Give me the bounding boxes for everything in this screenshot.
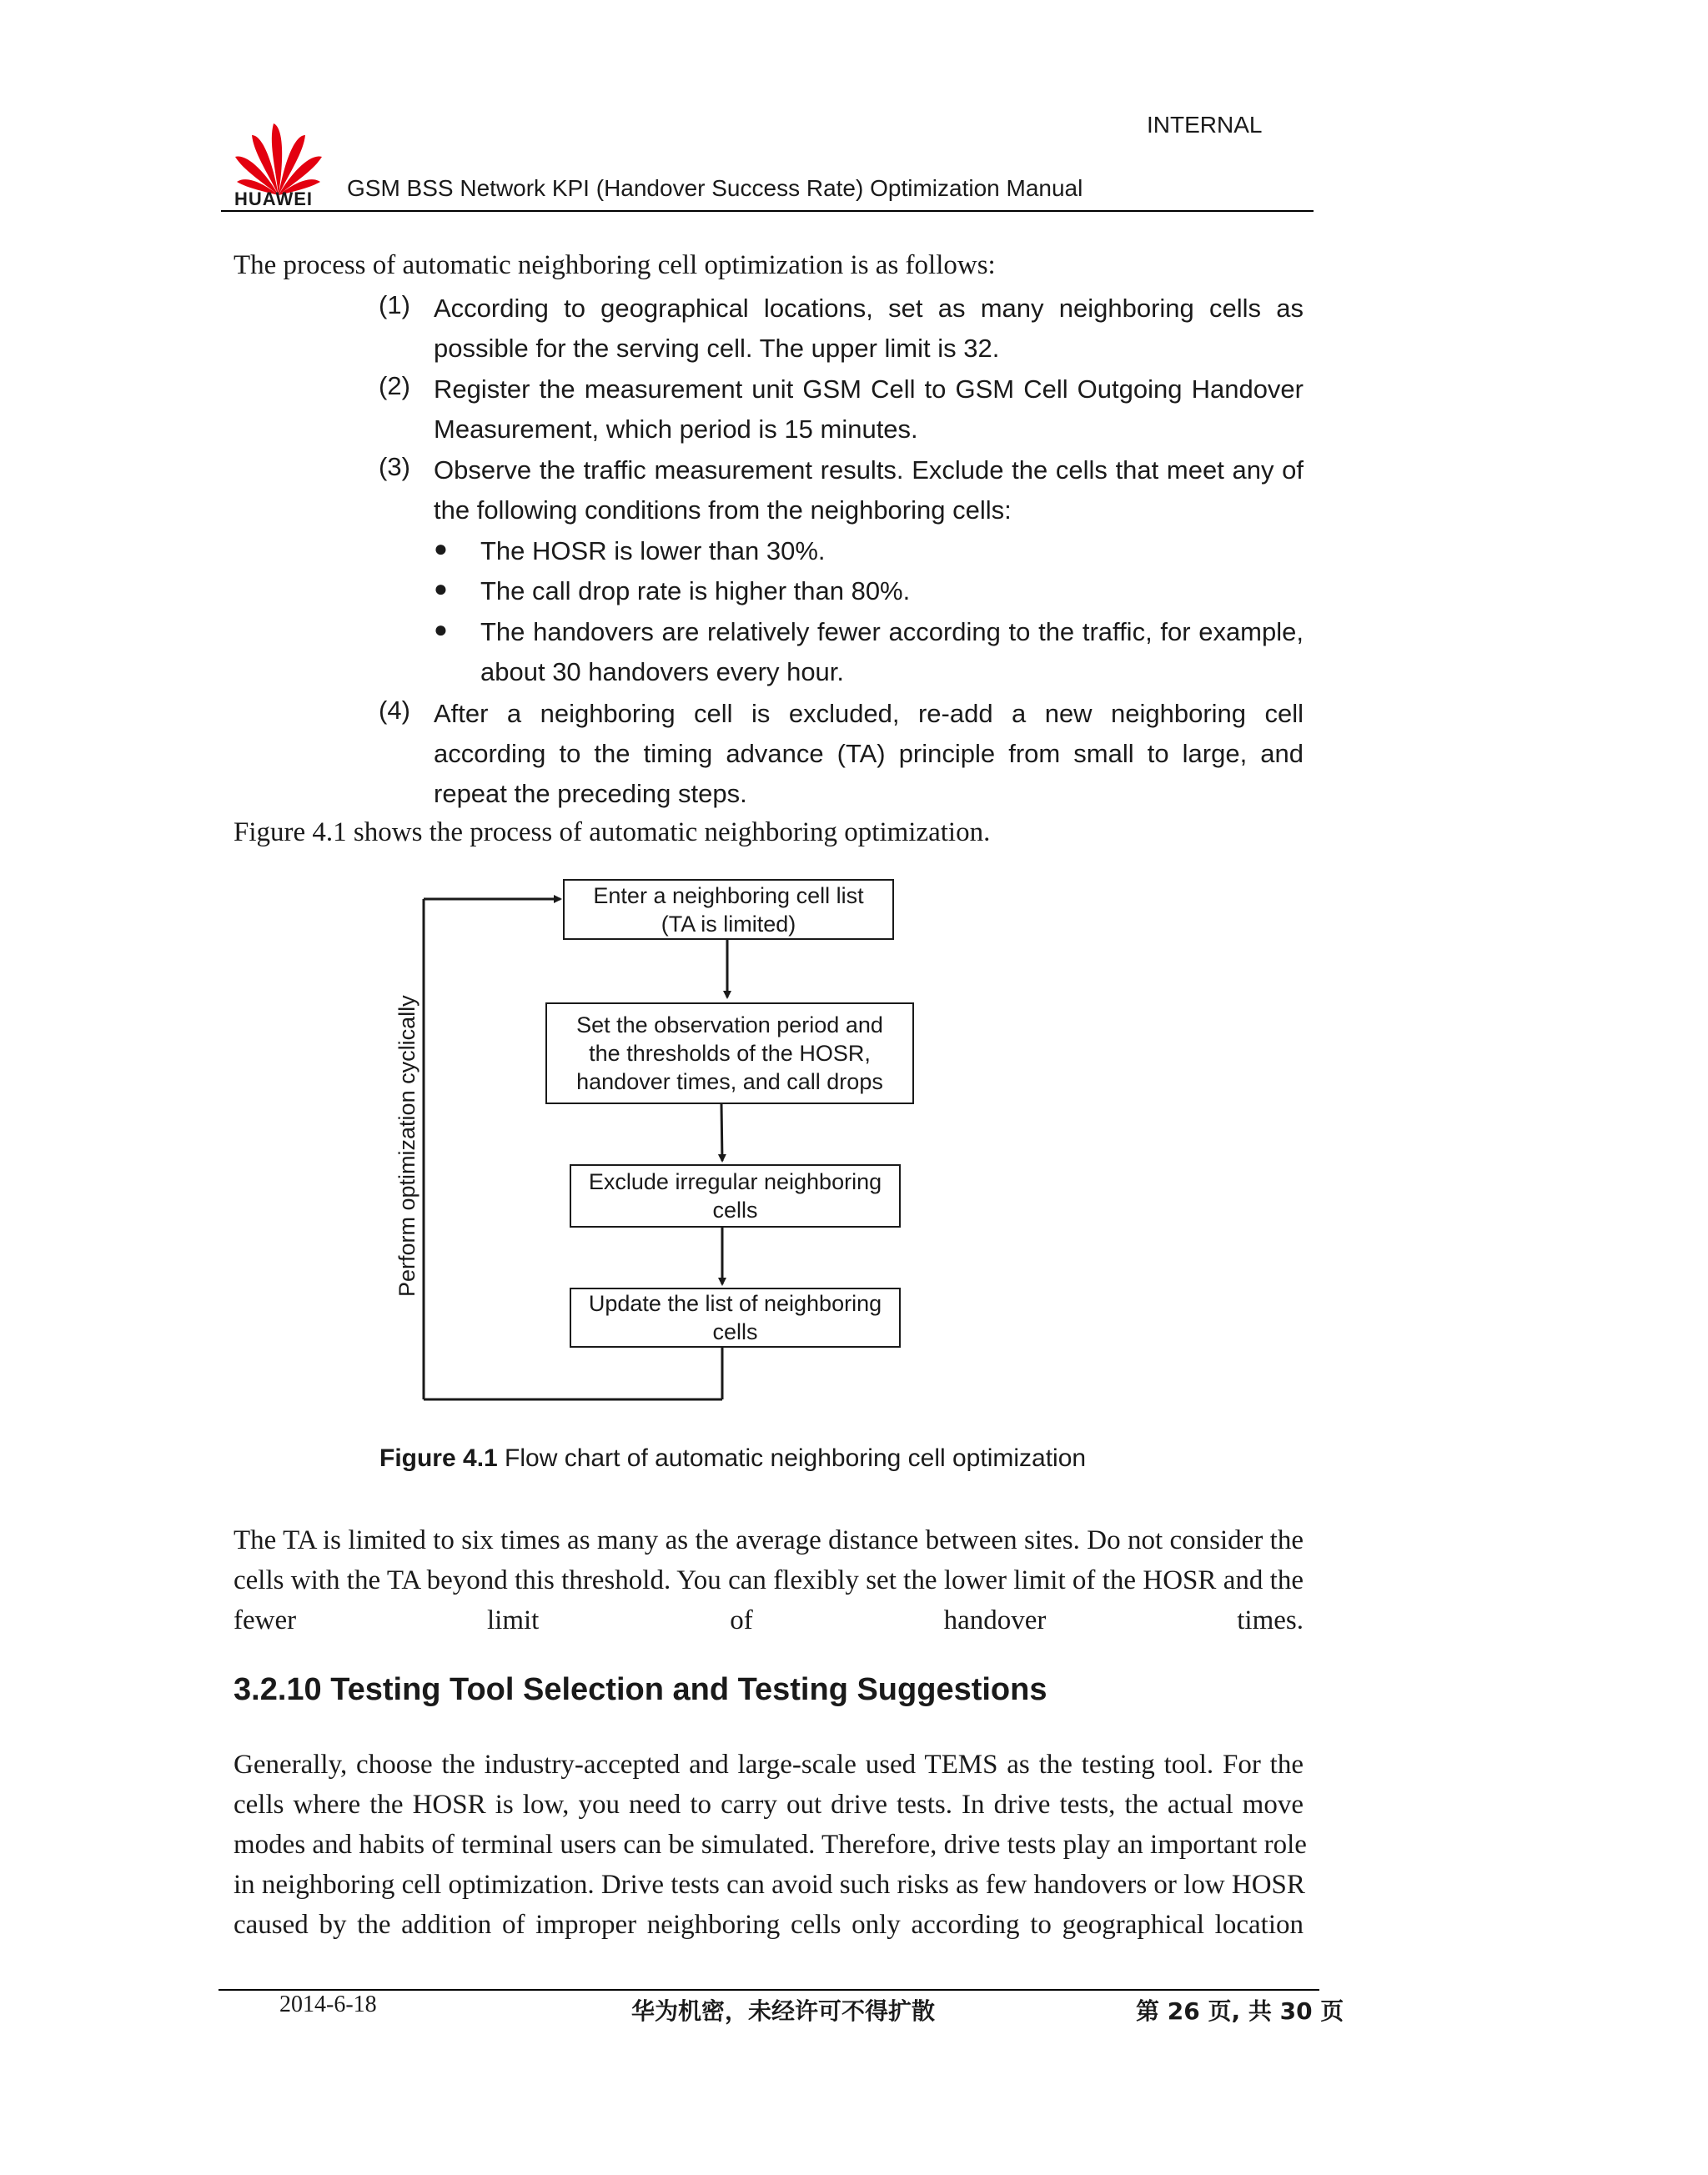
flow-box-set-thresholds xyxy=(545,1002,914,1104)
testing-paragraph xyxy=(234,1745,1307,1945)
flow-box-enter-list xyxy=(563,879,894,940)
brand-name: HUAWEI xyxy=(234,188,313,209)
paragraph-line: in neighboring cell optimization. Drive tests can avoid such risks as few handovers or low HOSR xyxy=(234,1870,1305,1900)
bullet-line: The HOSR is lower than 30%. xyxy=(480,536,826,565)
footer-page-number: 第 26 页, 共 30 页 xyxy=(1136,1997,1344,2025)
step-line: Register the measurement unit GSM Cell to GSM Cell Outgoing Handover xyxy=(434,374,1304,404)
bullet-line: about 30 handovers every hour. xyxy=(480,657,845,686)
footer-date: 2014-6-18 xyxy=(279,1992,377,2017)
paragraph-line: caused by the addition of improper neighboring cells only according to geographical location xyxy=(234,1910,1304,1940)
paragraph-line: cells with the TA beyond this threshold. You can flexibly set the lower limit of the HOSR and the xyxy=(234,1565,1304,1595)
footer-divider xyxy=(219,1989,1319,1991)
step-line: After a neighboring cell is excluded, re-add a new neighboring cell xyxy=(434,699,1304,728)
box-line: Update the list of neighboring xyxy=(588,1291,882,1316)
caption-number: Figure 4.1 xyxy=(379,1444,498,1472)
paragraph-line: Generally, choose the industry-accepted and large-scale used TEMS as the testing tool. For the xyxy=(234,1750,1304,1780)
step-line: the following conditions from the neighboring cells: xyxy=(434,495,1012,525)
ta-paragraph xyxy=(234,1520,1304,1640)
paragraph-line: The TA is limited to six times as many as the average distance between sites. Do not consider the xyxy=(234,1525,1304,1555)
step-number: (1) xyxy=(379,290,410,319)
paragraph-line: fewer limit of handover times. xyxy=(234,1605,1304,1635)
document-title: GSM BSS Network KPI (Handover Success Rate) Optimization Manual xyxy=(347,175,1083,201)
box-line: cells xyxy=(712,1319,758,1344)
step-line: Observe the traffic measurement results. Exclude the cells that meet any of xyxy=(434,455,1304,485)
paragraph-line: cells where the HOSR is low, you need to carry out drive tests. In drive tests, the actual move xyxy=(234,1790,1304,1820)
bullet-icon: ● xyxy=(434,536,448,562)
classification-label: INTERNAL xyxy=(1147,112,1263,138)
figure-caption xyxy=(379,1444,1086,1473)
step-number: (4) xyxy=(379,696,410,725)
box-line: the thresholds of the HOSR, xyxy=(589,1041,871,1066)
bullet-icon: ● xyxy=(434,617,448,643)
step-number: (2) xyxy=(379,371,410,400)
step-line: according to the timing advance (TA) principle from small to large, and xyxy=(434,739,1304,768)
box-line: Set the observation period and xyxy=(576,1012,883,1037)
flow-box-exclude-cells xyxy=(570,1164,901,1228)
figure-reference: Figure 4.1 shows the process of automatic neighboring optimization. xyxy=(234,817,991,847)
section-heading: 3.2.10 Testing Tool Selection and Testing Suggestions xyxy=(234,1672,1047,1707)
arrow-2-to-3 xyxy=(721,1104,722,1161)
bullet-line: The handovers are relatively fewer according to the traffic, for example, xyxy=(480,617,1304,646)
step-line: According to geographical locations, set as many neighboring cells as xyxy=(434,294,1304,323)
step-line: Measurement, which period is 15 minutes. xyxy=(434,414,918,444)
paragraph-line: modes and habits of terminal users can be simulated. Therefore, drive tests play an important role xyxy=(234,1830,1307,1860)
bullet-line: The call drop rate is higher than 80%. xyxy=(480,576,911,605)
bullet-icon: ● xyxy=(434,576,448,602)
intro-paragraph: The process of automatic neighboring cell optimization is as follows: xyxy=(234,250,996,280)
box-line: cells xyxy=(712,1198,758,1223)
box-line: Enter a neighboring cell list xyxy=(593,882,864,908)
step-line: possible for the serving cell. The upper limit is 32. xyxy=(434,334,1000,363)
footer-confidential: 华为机密，未经许可不得扩散 xyxy=(631,1997,936,2025)
box-line: (TA is limited) xyxy=(661,911,796,937)
step-number: (3) xyxy=(379,452,410,481)
box-line: Exclude irregular neighboring xyxy=(588,1169,882,1194)
box-line: handover times, and call drops xyxy=(576,1069,883,1094)
loop-label: Perform optimization cyclically xyxy=(394,995,419,1297)
flow-box-update-list xyxy=(570,1288,901,1348)
step-line: repeat the preceding steps. xyxy=(434,779,747,808)
caption-text: Flow chart of automatic neighboring cell optimization xyxy=(497,1444,1087,1472)
